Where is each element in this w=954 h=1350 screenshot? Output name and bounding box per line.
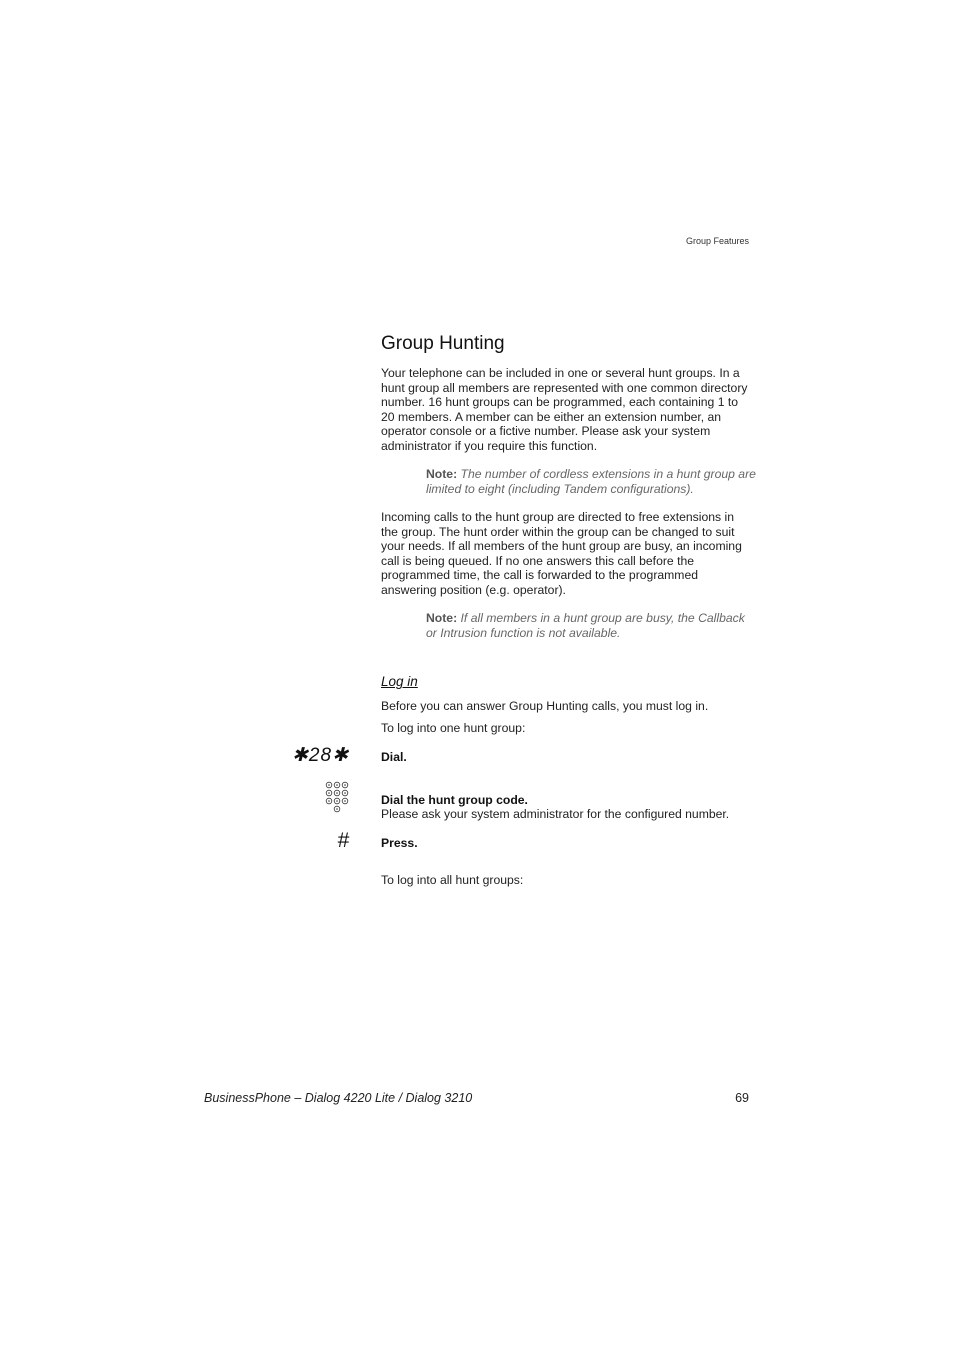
login-one-group: To log into one hunt group: — [381, 721, 526, 735]
step-dial-code — [381, 793, 751, 821]
keypad-icon — [325, 781, 351, 817]
note-label: Note: — [426, 611, 458, 625]
hash-key-symbol: # — [337, 829, 349, 852]
page-title: Group Hunting — [381, 333, 505, 354]
step-dial-code-label: Dial the hunt group code. — [381, 793, 528, 807]
note-busy — [426, 611, 756, 640]
footer-product-title: BusinessPhone – Dialog 4220 Lite / Dialog 3210 — [204, 1091, 473, 1105]
incoming-calls-paragraph: Incoming calls to the hunt group are directed to free extensions in the group. The hunt order within the group can be changed to suit your needs. If all members of the hunt group are busy, an incoming call is being queued. If no one answers this call before the programmed time, the call is forwarded to the programmed answering position (e.g. operator). — [381, 510, 742, 597]
note-text: The number of cordless extensions in a hunt group are limited to eight (including Tandem configurations). — [426, 467, 756, 496]
page-number: 69 — [735, 1091, 749, 1105]
note-cordless — [426, 467, 756, 496]
log-in-heading: Log in — [381, 674, 418, 689]
step-press: Press. — [381, 836, 418, 850]
running-header: Group Features — [685, 236, 749, 246]
step-dial: Dial. — [381, 750, 407, 764]
intro-paragraph: Your telephone can be included in one or several hunt groups. In a hunt group all members are represented with one common directory number. 16 hunt groups can be programmed, each containing 1 to 20 members. A member can be either an extension number, an operator console or a fictive number. Please ask your system administrator if you require this function. — [381, 366, 748, 453]
dial-code-symbol: ✱28✱ — [292, 745, 349, 766]
note-label: Note: — [426, 467, 458, 481]
note-text: If all members in a hunt group are busy, the Callback or Intrusion function is not available. — [426, 611, 745, 640]
step-dial-code-desc: Please ask your system administrator for the configured number. — [381, 807, 730, 821]
login-intro: Before you can answer Group Hunting calls, you must log in. — [381, 699, 709, 713]
login-all-groups: To log into all hunt groups: — [381, 873, 524, 887]
